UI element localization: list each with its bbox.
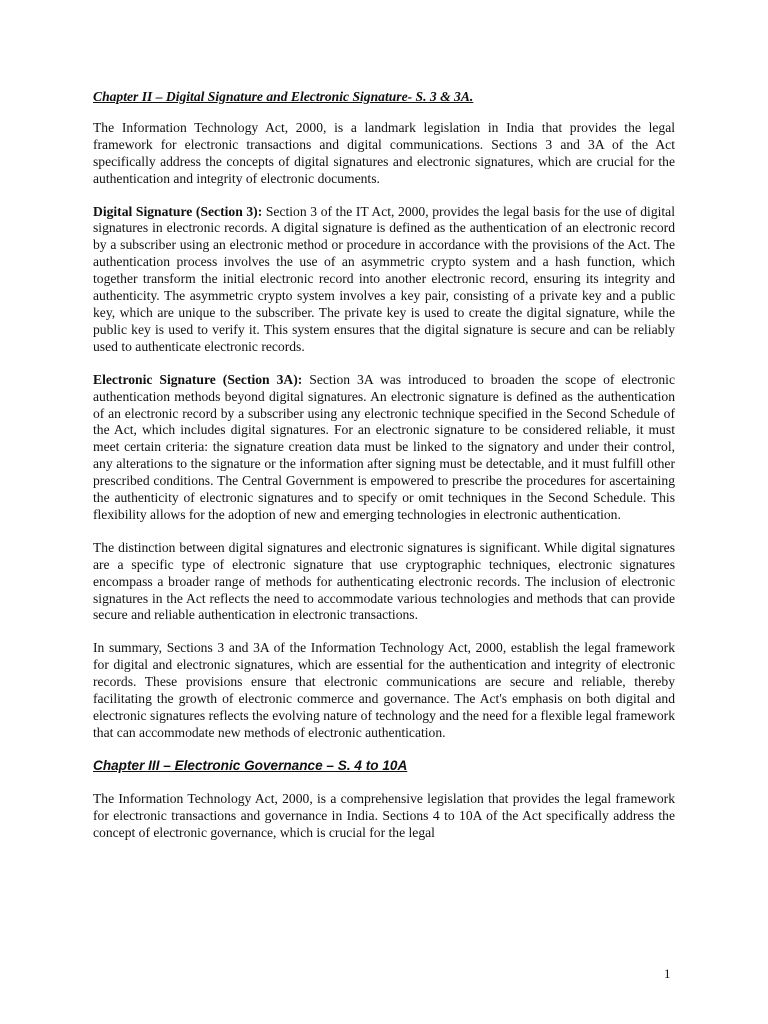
electronic-signature-paragraph	[93, 372, 675, 524]
chapter-3-paragraph	[93, 791, 675, 842]
digital-signature-paragraph	[93, 204, 675, 356]
electronic-signature-text: Section 3A was introduced to broaden the scope of electronic authentication methods beyond digital signatures. An electronic signature is defined as the authentication of an electronic record by a subscriber using any electronic technique specified in the Second Schedule of the Act, which includes digital signatures. For an electronic signature to be considered reliable, it must meet certain criteria: the signature creation data must be linked to the signatory and under their control, any alterations to the signature or the information after signing must be detectable, and it must fulfill other prescribed conditions. The Central Government is empowered to prescribe the procedures for ascertaining the authenticity of electronic signatures and to specify or omit techniques in the Second Schedule. This flexibility allows for the adoption of new and emerging technologies in electronic authentication.	[93, 371, 675, 522]
electronic-signature-lead: Electronic Signature (Section 3A):	[93, 371, 303, 387]
chapter-2-heading: Chapter II – Digital Signature and Electronic Signature- S. 3 & 3A.	[93, 89, 474, 104]
distinction-text: The distinction between digital signatures and electronic signatures is significant. While digital signatures are a specific type of electronic signature that use cryptographic techniques, electronic signatures encompass a broader range of methods for authenticating electronic records. The inclusion of electronic signatures in the Act reflects the need to accommodate various technologies and methods that can provide secure and reliable authentication in electronic transactions.	[93, 539, 675, 623]
page-number: 1	[664, 966, 671, 981]
page-content	[93, 89, 675, 857]
chapter-3-heading: Chapter III – Electronic Governance – S. 4 to 10A	[93, 757, 408, 773]
summary-text: In summary, Sections 3 and 3A of the Information Technology Act, 2000, establish the legal framework for digital and electronic signatures, which are essential for the authentication and integrity of electronic records. These provisions ensure that electronic communications are secure and reliable, thereby facilitating the growth of electronic commerce and governance. The Act's emphasis on both digital and electronic signatures reflects the evolving nature of technology and the need for a flexible legal framework that can accommodate new methods of electronic authentication.	[93, 640, 675, 740]
chapter-3-text: The Information Technology Act, 2000, is a comprehensive legislation that provides the legal framework for electronic transactions and governance in India. Sections 4 to 10A of the Act specifically address the concept of electronic governance, which is crucial for the legal	[93, 790, 675, 840]
summary-paragraph	[93, 640, 675, 741]
digital-signature-lead: Digital Signature (Section 3):	[93, 203, 263, 219]
intro-text: The Information Technology Act, 2000, is a landmark legislation in India that provides the legal framework for electronic transactions and digital communications. Sections 3 and 3A of the Act specifically address the concepts of digital signatures and electronic signatures, which are crucial for the authentication and integrity of electronic documents.	[93, 119, 675, 186]
distinction-paragraph	[93, 540, 675, 625]
intro-paragraph	[93, 120, 675, 188]
digital-signature-text: Section 3 of the IT Act, 2000, provides the legal basis for the use of digital signatures in electronic records. A digital signature is defined as the authentication of an electronic record by a subscriber using an electronic method or procedure in accordance with the provisions of the Act. The authentication process involves the use of an asymmetric crypto system and a hash function, which together transform the initial electronic record into another electronic record, ensuring its integrity and authenticity. The asymmetric crypto system involves a key pair, consisting of a private key and a public key, which are unique to the subscriber. The private key is used to create the digital signature, while the public key is used to verify it. This system ensures that the digital signature is secure and can be reliably used to authenticate electronic records.	[93, 203, 675, 354]
